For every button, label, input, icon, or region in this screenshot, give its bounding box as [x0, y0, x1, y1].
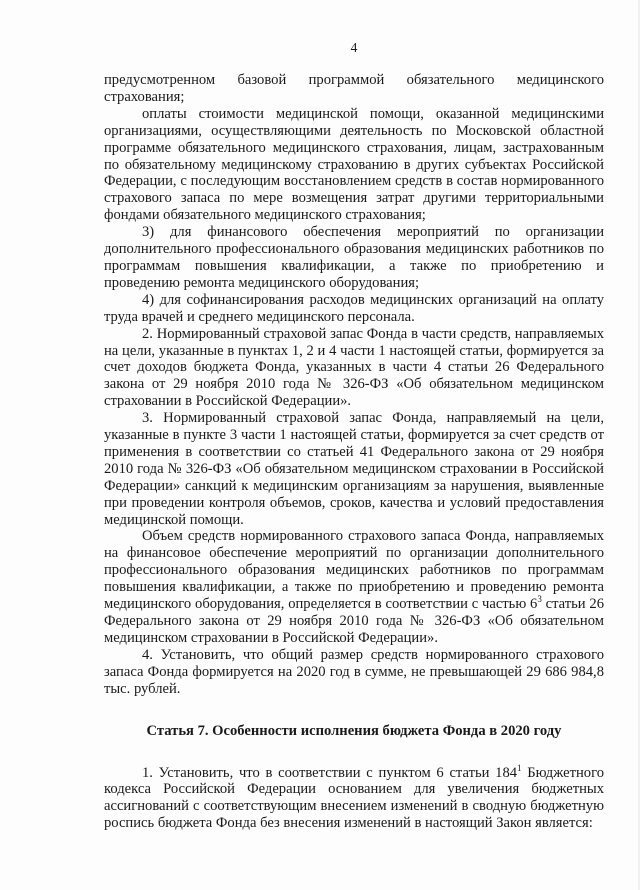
paragraph-volume-text: Объем средств нормированного страхового запаса Фонда, направляемых на финансовое обеспечение мероприятий по организации дополнительного профессионального образования медицинских работников по программам повышения квалификации, а также по приобретению и проведению ремонта медицинского оборудования, определяется в соответствии с частью 6 — [104, 528, 604, 613]
superscript: 3 — [537, 594, 542, 605]
paragraph-part-4: 4. Установить, что общий размер средств нормированного страхового запаса Фонда формируется на 2020 год в сумме, не превышающей 29 686 984,8 тыс. рублей. — [104, 646, 604, 697]
superscript: 1 — [517, 762, 522, 773]
paragraph-volume-text-end: статьи 26 Федерального закона от 29 ноября 2010 года № 326-ФЗ «Об обязательном медицинском страховании в Российской Федерации». — [104, 596, 605, 646]
page-number: 4 — [350, 40, 358, 55]
paragraph-part-3: 3. Нормированный страховой запас Фонда, направляемый на цели, указанные в пункте 3 части 1 настоящей статьи, формируется за счет средств от применения в соответствии со статьей 41 Федерального закона от 29 ноября 2010 года № 326-ФЗ «Об обязательном медицинском страховании в Российской Федерации» санкций к медицинским организациям за нарушения, выявленные при проведении контроля объемов, сроков, качества и условий предоставления медицинской помощи. — [104, 410, 604, 528]
paragraph-payment-item: оплаты стоимости медицинской помощи, оказанной медицинскими организациями, осуществляющими деятельность по Московской областной программе обязательного медицинского страхования, лицам, застрахованным по обязательному медицинскому страхованию в других субъектах Российской Федерации, с последующим восстановлением средств в состав нормированного страхового запаса по мере возмещения затрат другими территориальными фондами обязательного медицинского страхования; — [104, 105, 604, 224]
paragraph-part-2: 2. Нормированный страховой запас Фонда в части средств, направляемых на цели, указанные в пунктах 1, 2 и 4 части 1 настоящей статьи, формируется за счет доходов бюджета Фонда, указанных в части 4 статьи 26 Федерального закона от 29 ноября 2010 года № 326-ФЗ «Об обязательном медицинском страховании в Российской Федерации». — [104, 325, 604, 410]
article-paragraph-1 — [104, 762, 605, 833]
article-paragraph-text-end: Бюджетного кодекса Российской Федерации основанием для увеличения бюджетных ассигнований с соответствующим внесением изменений в сводную бюджетную роспись бюджета Фонда без внесения изменений в настоящий Закон является: — [104, 764, 605, 832]
paragraph-volume — [104, 528, 604, 646]
article-paragraph-text: 1. Установить, что в соответствии с пунктом 6 статьи 184 — [142, 764, 518, 781]
paragraph-item-3: 3) для финансового обеспечения мероприятий по организации дополнительного профессионального образования медицинских работников по программам повышения квалификации, а также по приобретению и проведению ремонта медицинского оборудования; — [104, 224, 604, 291]
article-heading: Статья 7. Особенности исполнения бюджета Фонда в 2020 году — [146, 722, 562, 739]
paragraph-continuation: предусмотренном базовой программой обязательного медицинского страхования; — [104, 72, 604, 105]
paragraph-item-4: 4) для софинансирования расходов медицинских организаций на оплату труда врачей и среднего медицинского персонала. — [104, 291, 604, 325]
